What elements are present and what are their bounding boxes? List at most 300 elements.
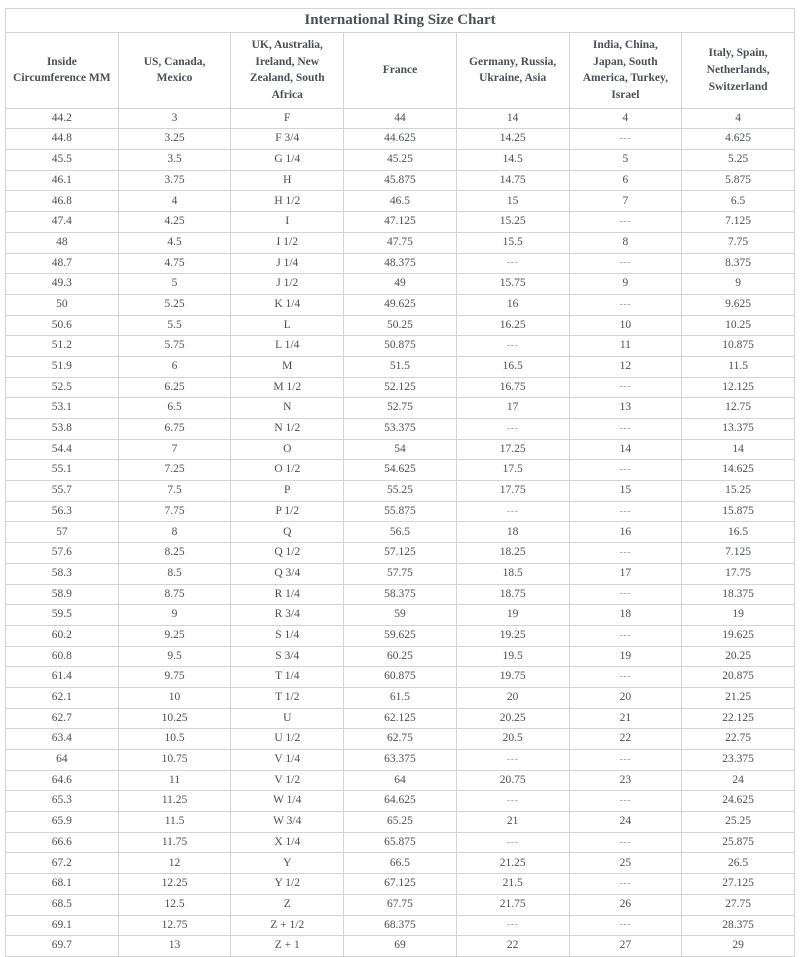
cell: 13.375: [682, 419, 795, 440]
cell: 6.75: [118, 419, 231, 440]
ring-size-chart-table: [5, 8, 795, 957]
cell: 60.2: [6, 625, 119, 646]
cell: S 1/4: [231, 625, 344, 646]
cell: 55.875: [344, 501, 457, 522]
table-row: [6, 232, 795, 253]
table-row: [6, 129, 795, 150]
cell: 44: [344, 108, 457, 129]
cell: 18: [456, 522, 569, 543]
table-body: [6, 108, 795, 956]
cell: ---: [456, 832, 569, 853]
cell: N: [231, 398, 344, 419]
cell: 16.25: [456, 315, 569, 336]
cell: 46.1: [6, 170, 119, 191]
cell: 4.75: [118, 253, 231, 274]
column-header-5: India, China, Japan, South America, Turkey, Israel: [569, 33, 682, 109]
cell: 8: [118, 522, 231, 543]
table-row: [6, 708, 795, 729]
cell: 12.75: [118, 915, 231, 936]
cell: 68.1: [6, 874, 119, 895]
cell: L: [231, 315, 344, 336]
cell: 50.6: [6, 315, 119, 336]
cell: 64.625: [344, 791, 457, 812]
table-row: [6, 522, 795, 543]
table-row: [6, 646, 795, 667]
cell: 17: [456, 398, 569, 419]
cell: Q: [231, 522, 344, 543]
cell: 6: [118, 356, 231, 377]
cell: Z + 1: [231, 936, 344, 957]
cell: 22.125: [682, 708, 795, 729]
cell: 69.1: [6, 915, 119, 936]
table-row: [6, 212, 795, 233]
cell: 57.6: [6, 543, 119, 564]
cell: ---: [569, 915, 682, 936]
table-row: [6, 584, 795, 605]
cell: 15: [456, 191, 569, 212]
cell: ---: [569, 294, 682, 315]
cell: ---: [456, 915, 569, 936]
cell: 59.5: [6, 605, 119, 626]
cell: Q 1/2: [231, 543, 344, 564]
cell: 17.75: [456, 481, 569, 502]
cell: 7: [569, 191, 682, 212]
table-row: [6, 729, 795, 750]
cell: 18.375: [682, 584, 795, 605]
cell: 15.875: [682, 501, 795, 522]
cell: 27.75: [682, 894, 795, 915]
cell: 51.9: [6, 356, 119, 377]
cell: 19: [682, 605, 795, 626]
cell: 25.25: [682, 812, 795, 833]
cell: 19.625: [682, 625, 795, 646]
cell: F: [231, 108, 344, 129]
cell: L 1/4: [231, 336, 344, 357]
cell: 18: [569, 605, 682, 626]
cell: 52.5: [6, 377, 119, 398]
table-row: [6, 563, 795, 584]
cell: 64.6: [6, 770, 119, 791]
table-row: [6, 356, 795, 377]
cell: 49: [344, 274, 457, 295]
cell: 7: [118, 439, 231, 460]
cell: M: [231, 356, 344, 377]
column-header-6: Italy, Spain, Netherlands, Switzerland: [682, 33, 795, 109]
cell: ---: [456, 750, 569, 771]
cell: 8: [569, 232, 682, 253]
cell: 67.125: [344, 874, 457, 895]
cell: 51.2: [6, 336, 119, 357]
cell: 24: [569, 812, 682, 833]
cell: 60.8: [6, 646, 119, 667]
cell: 4: [118, 191, 231, 212]
cell: ---: [569, 750, 682, 771]
table-row: [6, 832, 795, 853]
cell: 21.5: [456, 874, 569, 895]
table-row: [6, 667, 795, 688]
table-row: [6, 315, 795, 336]
cell: 14.625: [682, 460, 795, 481]
cell: 19.75: [456, 667, 569, 688]
cell: 62.125: [344, 708, 457, 729]
cell: 12: [118, 853, 231, 874]
cell: 56.5: [344, 522, 457, 543]
cell: 28.375: [682, 915, 795, 936]
cell: 61.4: [6, 667, 119, 688]
cell: 3.5: [118, 150, 231, 171]
cell: ---: [569, 791, 682, 812]
cell: 5.25: [682, 150, 795, 171]
cell: 64: [6, 750, 119, 771]
cell: 11: [569, 336, 682, 357]
cell: 5.25: [118, 294, 231, 315]
cell: 20.75: [456, 770, 569, 791]
cell: ---: [456, 336, 569, 357]
cell: ---: [569, 667, 682, 688]
cell: ---: [456, 501, 569, 522]
cell: 19: [569, 646, 682, 667]
cell: 8.25: [118, 543, 231, 564]
cell: 15.75: [456, 274, 569, 295]
cell: 60.25: [344, 646, 457, 667]
cell: 20.5: [456, 729, 569, 750]
cell: 65.3: [6, 791, 119, 812]
cell: 4: [569, 108, 682, 129]
cell: 55.7: [6, 481, 119, 502]
cell: I: [231, 212, 344, 233]
cell: 20.25: [682, 646, 795, 667]
cell: 52.125: [344, 377, 457, 398]
cell: 5.5: [118, 315, 231, 336]
table-row: [6, 543, 795, 564]
cell: ---: [569, 419, 682, 440]
table-row: [6, 501, 795, 522]
cell: 69: [344, 936, 457, 957]
cell: 20.25: [456, 708, 569, 729]
table-row: [6, 108, 795, 129]
cell: 54: [344, 439, 457, 460]
cell: 10.875: [682, 336, 795, 357]
cell: W 1/4: [231, 791, 344, 812]
cell: 64: [344, 770, 457, 791]
cell: 19.25: [456, 625, 569, 646]
cell: Y: [231, 853, 344, 874]
cell: T 1/4: [231, 667, 344, 688]
cell: 18.25: [456, 543, 569, 564]
cell: 6.25: [118, 377, 231, 398]
cell: R 1/4: [231, 584, 344, 605]
cell: ---: [569, 543, 682, 564]
cell: 52.75: [344, 398, 457, 419]
cell: 19.5: [456, 646, 569, 667]
cell: W 3/4: [231, 812, 344, 833]
cell: 58.3: [6, 563, 119, 584]
cell: 7.5: [118, 481, 231, 502]
cell: 63.4: [6, 729, 119, 750]
cell: 68.375: [344, 915, 457, 936]
cell: Z: [231, 894, 344, 915]
cell: 12.75: [682, 398, 795, 419]
cell: 58.375: [344, 584, 457, 605]
cell: 19: [456, 605, 569, 626]
cell: 15: [569, 481, 682, 502]
cell: 11.5: [118, 812, 231, 833]
cell: 57.75: [344, 563, 457, 584]
cell: 29: [682, 936, 795, 957]
cell: 21: [569, 708, 682, 729]
cell: ---: [569, 377, 682, 398]
table-row: [6, 170, 795, 191]
table-head: [6, 9, 795, 109]
cell: V 1/2: [231, 770, 344, 791]
cell: 3.75: [118, 170, 231, 191]
cell: ---: [569, 832, 682, 853]
cell: 16: [456, 294, 569, 315]
cell: 49.3: [6, 274, 119, 295]
cell: 58.9: [6, 584, 119, 605]
cell: 6.5: [118, 398, 231, 419]
cell: 5.875: [682, 170, 795, 191]
cell: 44.625: [344, 129, 457, 150]
cell: 21.75: [456, 894, 569, 915]
cell: 46.8: [6, 191, 119, 212]
cell: 17: [569, 563, 682, 584]
cell: 15.25: [682, 481, 795, 502]
cell: 12.25: [118, 874, 231, 895]
cell: 8.5: [118, 563, 231, 584]
cell: 9.75: [118, 667, 231, 688]
cell: 17.25: [456, 439, 569, 460]
cell: 7.125: [682, 543, 795, 564]
cell: 4.25: [118, 212, 231, 233]
cell: U: [231, 708, 344, 729]
cell: Y 1/2: [231, 874, 344, 895]
table-row: [6, 687, 795, 708]
cell: ---: [569, 501, 682, 522]
cell: 45.875: [344, 170, 457, 191]
cell: 10: [569, 315, 682, 336]
cell: U 1/2: [231, 729, 344, 750]
cell: X 1/4: [231, 832, 344, 853]
cell: J 1/4: [231, 253, 344, 274]
cell: N 1/2: [231, 419, 344, 440]
cell: 21: [456, 812, 569, 833]
cell: ---: [456, 419, 569, 440]
cell: 47.125: [344, 212, 457, 233]
cell: 45.25: [344, 150, 457, 171]
cell: 12.125: [682, 377, 795, 398]
table-row: [6, 812, 795, 833]
cell: 16.5: [456, 356, 569, 377]
cell: 27: [569, 936, 682, 957]
cell: 14.5: [456, 150, 569, 171]
cell: 44.8: [6, 129, 119, 150]
cell: 26.5: [682, 853, 795, 874]
cell: 14.75: [456, 170, 569, 191]
cell: 7.75: [682, 232, 795, 253]
cell: 24: [682, 770, 795, 791]
cell: 51.5: [344, 356, 457, 377]
cell: 7.75: [118, 501, 231, 522]
cell: 23.375: [682, 750, 795, 771]
cell: 3: [118, 108, 231, 129]
cell: 59.625: [344, 625, 457, 646]
cell: 65.25: [344, 812, 457, 833]
cell: ---: [569, 129, 682, 150]
cell: 65.875: [344, 832, 457, 853]
cell: 13: [118, 936, 231, 957]
cell: 11: [118, 770, 231, 791]
cell: O: [231, 439, 344, 460]
cell: 3.25: [118, 129, 231, 150]
cell: 15.25: [456, 212, 569, 233]
cell: 62.75: [344, 729, 457, 750]
cell: 21.25: [682, 687, 795, 708]
cell: 6: [569, 170, 682, 191]
cell: ---: [569, 253, 682, 274]
cell: Q 3/4: [231, 563, 344, 584]
cell: 7.125: [682, 212, 795, 233]
cell: 26: [569, 894, 682, 915]
cell: 62.7: [6, 708, 119, 729]
cell: 11.75: [118, 832, 231, 853]
table-row: [6, 398, 795, 419]
cell: 55.25: [344, 481, 457, 502]
cell: 25.875: [682, 832, 795, 853]
cell: T 1/2: [231, 687, 344, 708]
column-header-2: UK, Australia, Ireland, New Zealand, South Africa: [231, 33, 344, 109]
cell: 54.4: [6, 439, 119, 460]
cell: 63.375: [344, 750, 457, 771]
cell: 13: [569, 398, 682, 419]
cell: 5: [118, 274, 231, 295]
cell: 48: [6, 232, 119, 253]
cell: H: [231, 170, 344, 191]
cell: ---: [569, 460, 682, 481]
cell: 9: [118, 605, 231, 626]
cell: 55.1: [6, 460, 119, 481]
cell: ---: [569, 625, 682, 646]
cell: 16.5: [682, 522, 795, 543]
cell: 11.5: [682, 356, 795, 377]
cell: 60.875: [344, 667, 457, 688]
cell: 8.75: [118, 584, 231, 605]
cell: ---: [456, 791, 569, 812]
table-row: [6, 460, 795, 481]
cell: 16: [569, 522, 682, 543]
cell: 47.75: [344, 232, 457, 253]
cell: 59: [344, 605, 457, 626]
table-row: [6, 750, 795, 771]
cell: 9: [682, 274, 795, 295]
cell: 20.875: [682, 667, 795, 688]
cell: 66.6: [6, 832, 119, 853]
cell: P 1/2: [231, 501, 344, 522]
cell: 4.5: [118, 232, 231, 253]
table-row: [6, 874, 795, 895]
cell: 16.75: [456, 377, 569, 398]
cell: 50: [6, 294, 119, 315]
cell: 14: [682, 439, 795, 460]
table-row: [6, 915, 795, 936]
cell: 65.9: [6, 812, 119, 833]
cell: 17.5: [456, 460, 569, 481]
cell: 69.7: [6, 936, 119, 957]
title-row: [6, 9, 795, 33]
cell: R 3/4: [231, 605, 344, 626]
table-row: [6, 191, 795, 212]
cell: 54.625: [344, 460, 457, 481]
cell: 49.625: [344, 294, 457, 315]
table-row: [6, 894, 795, 915]
cell: 10.25: [118, 708, 231, 729]
cell: 8.375: [682, 253, 795, 274]
table-row: [6, 481, 795, 502]
cell: 45.5: [6, 150, 119, 171]
table-row: [6, 274, 795, 295]
cell: 46.5: [344, 191, 457, 212]
cell: 12: [569, 356, 682, 377]
table-row: [6, 791, 795, 812]
cell: S 3/4: [231, 646, 344, 667]
column-header-4: Germany, Russia, Ukraine, Asia: [456, 33, 569, 109]
table-row: [6, 625, 795, 646]
cell: 57.125: [344, 543, 457, 564]
cell: ---: [569, 874, 682, 895]
cell: 66.5: [344, 853, 457, 874]
cell: 22: [456, 936, 569, 957]
cell: 5.75: [118, 336, 231, 357]
cell: 10.75: [118, 750, 231, 771]
cell: 53.1: [6, 398, 119, 419]
cell: O 1/2: [231, 460, 344, 481]
cell: 10.5: [118, 729, 231, 750]
cell: 14: [569, 439, 682, 460]
cell: 62.1: [6, 687, 119, 708]
table-row: [6, 853, 795, 874]
cell: 4: [682, 108, 795, 129]
cell: 18.5: [456, 563, 569, 584]
table-row: [6, 770, 795, 791]
cell: 68.5: [6, 894, 119, 915]
cell: 9.625: [682, 294, 795, 315]
cell: P: [231, 481, 344, 502]
table-row: [6, 294, 795, 315]
cell: H 1/2: [231, 191, 344, 212]
cell: I 1/2: [231, 232, 344, 253]
table-row: [6, 439, 795, 460]
cell: 14: [456, 108, 569, 129]
cell: 9: [569, 274, 682, 295]
cell: 4.625: [682, 129, 795, 150]
cell: G 1/4: [231, 150, 344, 171]
cell: 21.25: [456, 853, 569, 874]
cell: 50.25: [344, 315, 457, 336]
cell: 7.25: [118, 460, 231, 481]
cell: J 1/2: [231, 274, 344, 295]
cell: 53.8: [6, 419, 119, 440]
cell: 18.75: [456, 584, 569, 605]
table-row: [6, 605, 795, 626]
cell: 22.75: [682, 729, 795, 750]
cell: 61.5: [344, 687, 457, 708]
table-row: [6, 936, 795, 957]
cell: 9.25: [118, 625, 231, 646]
cell: V 1/4: [231, 750, 344, 771]
cell: 17.75: [682, 563, 795, 584]
cell: 53.375: [344, 419, 457, 440]
cell: 12.5: [118, 894, 231, 915]
